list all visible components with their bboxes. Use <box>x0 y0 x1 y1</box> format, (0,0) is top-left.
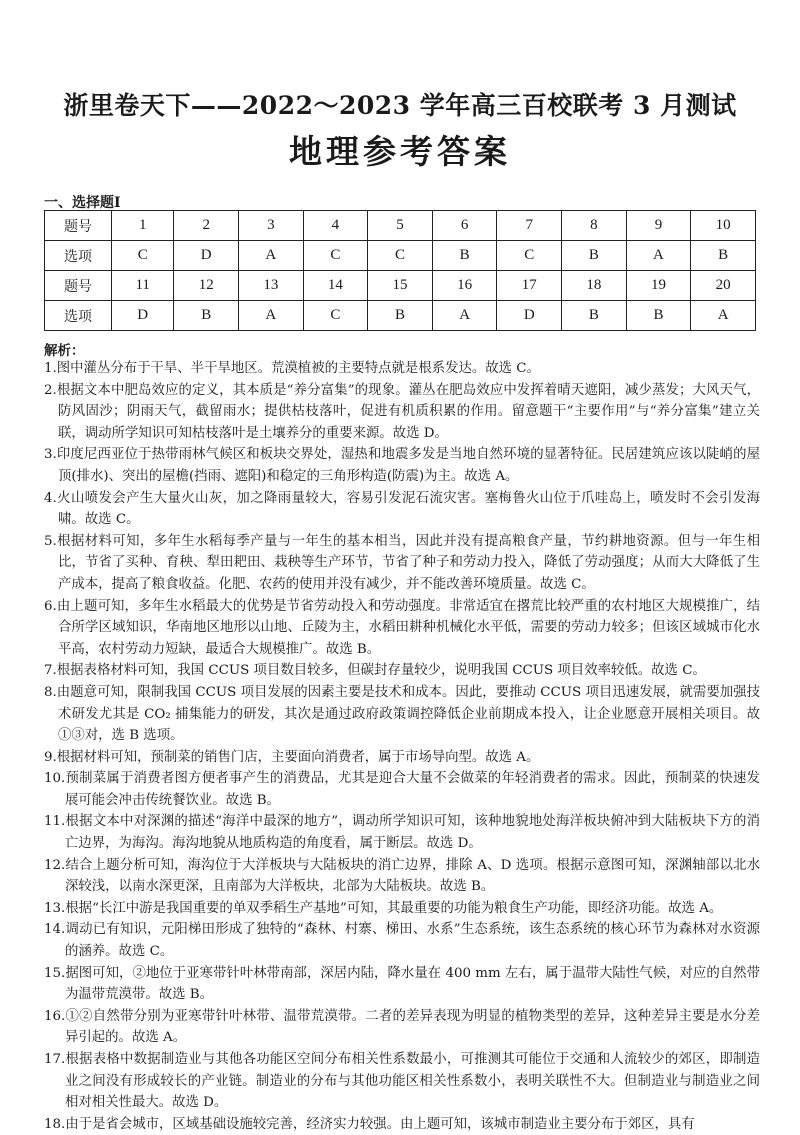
table-cell: 6 <box>432 211 497 241</box>
table-cell: B <box>368 301 433 331</box>
analysis-item: 10.预制菜属于消费者图方便者事产生的消费品，尤其是迎合大量不会做菜的年轻消费者的需求。因此，预制菜的快速发展可能会冲击传统餐饮业。故选 B。 <box>44 771 760 808</box>
table-cell: 4 <box>303 211 368 241</box>
table-cell: 13 <box>239 271 304 301</box>
table-cell: 17 <box>497 271 562 301</box>
row-header-cell: 题号 <box>45 211 112 241</box>
table-cell: C <box>303 301 368 331</box>
table-cell: 8 <box>562 211 627 241</box>
analysis-item: 7.根据表格材料可知，我国 CCUS 项目数目较多，但碳封存量较少，说明我国 CCUS 项目效率较低。故选 C。 <box>44 663 706 679</box>
analysis-item: 12.结合上题分析可知，海沟位于大洋板块与大陆板块的消亡边界，排除 A、D 选项。根据示意图可知，深渊轴部以北水深较浅，以南水深更深，且南部为大洋板块，北部为大陆板块。故选 B。 <box>44 857 760 895</box>
analysis-item: 13.根据“长江中游是我国重要的单双季稻生产基地”可知，其最重要的功能为粮食生产功能，即经济功能。故选 A。 <box>44 900 723 916</box>
row-header-cell: 题号 <box>45 271 112 301</box>
section-label: 一、选择题Ⅰ <box>44 195 121 211</box>
table-cell: 14 <box>303 271 368 301</box>
analysis-item: 17.根据表格中数据制造业与其他各功能区空间分布相关性系数最小，可推测其可能位于交通和人流较少的郊区，即制造业之间没有形成较长的产业链。制造业的分布与其他功能区相关性系数小，表明关联性不大。但制造业与制造业之间相对相关性最大。故选 D。 <box>44 1052 760 1111</box>
table-cell: C <box>112 241 174 271</box>
exam-title: 浙里卷天下——2022～2023 学年高三百校联考 3 月测试 <box>63 91 737 120</box>
table-cell: C <box>303 241 368 271</box>
analysis-item: 5.根据材料可知，多年生水稻每季产量与一年生的基本相当，因此并没有提高粮食产量，节约耕地资源。但与一年生相比，节省了买种、育秧、犁田耙田、栽秧等生产环节，节省了种子和劳动力投入，降低了劳动强度；从而大大降低了生产成本，提高了粮食收益。化肥、农药的使用并没有减少，并不能改善环境质量。故选 C。 <box>44 533 760 592</box>
analysis-item: 8.由题意可知，限制我国 CCUS 项目发展的因素主要是技术和成本。因此，要推动 CCUS 项目迅速发展，就需要加强技术研发尤其是 CO₂ 捕集能力的研发，其次是通过政府政策调控降低企业前期成本投入，让企业愿意开展相关项目。故①③对，选 B 选项。 <box>44 684 760 744</box>
table-cell: A <box>239 301 304 331</box>
table-cell: A <box>626 241 691 271</box>
analysis-item: 4.火山喷发会产生大量火山灰，加之降雨量较大，容易引发泥石流灾害。塞梅鲁火山位于爪哇岛上，喷发时不会引发海啸。故选 C。 <box>44 490 760 528</box>
table-cell: 12 <box>174 271 239 301</box>
table-cell: A <box>239 241 304 271</box>
table-cell: A <box>432 301 497 331</box>
analysis-label: 解析： <box>44 343 85 359</box>
row-header-cell: 选项 <box>45 241 112 271</box>
table-cell: 5 <box>368 211 433 241</box>
table-row <box>45 301 756 331</box>
table-cell: 3 <box>239 211 304 241</box>
table-cell: B <box>626 301 691 331</box>
table-cell: C <box>497 241 562 271</box>
table-cell: D <box>174 241 239 271</box>
table-cell: 19 <box>626 271 691 301</box>
table-cell: 2 <box>174 211 239 241</box>
table-cell: B <box>174 301 239 331</box>
table-cell: D <box>497 301 562 331</box>
table-cell: 10 <box>691 211 756 241</box>
analysis-item: 14.调动已有知识，元阳梯田形成了独特的“森林、村寨、梯田、水系”生态系统，该生态系统的核心环节为森林对水资源的涵养。故选 C。 <box>44 922 760 960</box>
analysis-item: 9.根据材料可知，预制菜的销售门店，主要面向消费者，属于市场导向型。故选 A。 <box>44 749 540 765</box>
table-cell: B <box>691 241 756 271</box>
answer-key-title: 地理参考答案 <box>289 132 511 171</box>
table-cell: 1 <box>112 211 174 241</box>
table-cell: 9 <box>626 211 691 241</box>
table-cell: B <box>562 301 627 331</box>
table-cell: 15 <box>368 271 433 301</box>
table-row <box>45 211 756 241</box>
table-cell: D <box>112 301 174 331</box>
table-cell: 16 <box>432 271 497 301</box>
table-cell: B <box>432 241 497 271</box>
table-cell: B <box>562 241 627 271</box>
analysis-item: 15.据图可知，②地位于亚寒带针叶林带南部，深居内陆，降水量在 400 mm 左右，属于温带大陆性气候，对应的自然带为温带荒漠带。故选 B。 <box>44 965 760 1003</box>
analysis-item: 18.由于是省会城市，区域基础设施较完善，经济实力较强。由上题可知，该城市制造业主要分布于郊区，具有 <box>44 1116 695 1132</box>
analysis-item: 6.由上题可知，多年生水稻最大的优势是节省劳动投入和劳动强度。非常适宜在撂荒比较严重的农村地区大规模推广，结合所学区域知识，华南地区地形以山地、丘陵为主，水稻田耕种机械化水平低，需要的劳动力较多；但该区域城市化水平高，农村劳动力短缺，最适合大规模推广。故选 B。 <box>44 598 760 657</box>
row-header-cell: 选项 <box>45 301 112 331</box>
table-cell: A <box>691 301 756 331</box>
analysis-list <box>44 358 760 1135</box>
table-cell: 7 <box>497 211 562 241</box>
table-cell: 20 <box>691 271 756 301</box>
table-cell: C <box>368 241 433 271</box>
analysis-item: 11.根据文本中对深渊的描述“海洋中最深的地方”，调动所学知识可知，该种地貌地处海洋板块俯冲到大陆板块下方的消亡边界，为海沟。海沟地貌从地质构造的角度看，属于断层。故选 D。 <box>44 814 760 852</box>
analysis-item: 3.印度尼西亚位于热带雨林气候区和板块交界处，湿热和地震多发是当地自然环境的显著特征。民居建筑应该以陡峭的屋顶(排水)、突出的屋檐(挡雨、遮阳)和稳定的三角形构造(防震)为主。故选 A。 <box>44 447 760 484</box>
analysis-item: 2.根据文本中肥岛效应的定义，其本质是“养分富集”的现象。灌丛在肥岛效应中发挥着晴天遮阳，减少蒸发；大风天气，防风固沙；阴雨天气，截留雨水；提供枯枝落叶，促进有机质积累的作用。留意题干“主要作用”与“养分富集”建立关联，调动所学知识可知枯枝落叶是土壤养分的重要来源。故选 D。 <box>44 382 760 441</box>
table-cell: 18 <box>562 271 627 301</box>
table-cell: 11 <box>112 271 174 301</box>
analysis-item: 1.图中灌丛分布于干旱、半干旱地区。荒漠植被的主要特点就是根系发达。故选 C。 <box>44 361 540 376</box>
answer-table <box>44 210 756 331</box>
table-row <box>45 241 756 271</box>
analysis-item: 16.①②自然带分别为亚寒带针叶林带、温带荒漠带。二者的差异表现为明显的植物类型的差异，这种差异主要是水分差异引起的。故选 A。 <box>44 1008 760 1046</box>
table-row <box>45 271 756 301</box>
